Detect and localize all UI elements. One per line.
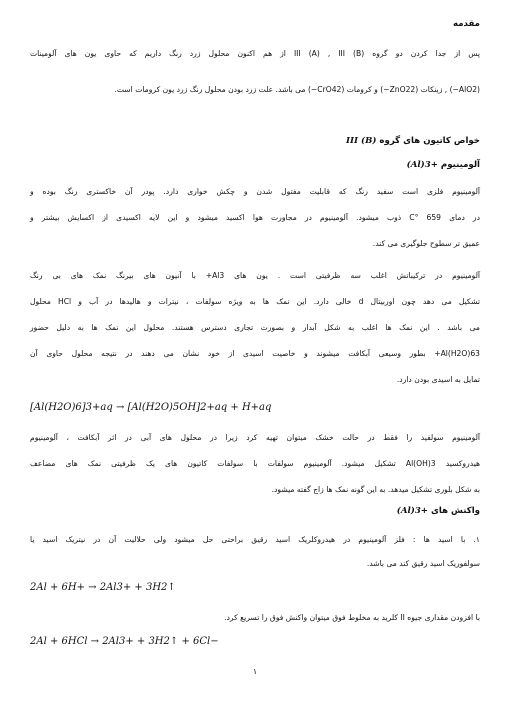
equation-acid-reaction: 2Al + 6H+ → 2Al3+ + 3H2↑	[30, 582, 176, 593]
paragraph-line: به شکل بلوری تشکیل میدهد. به این گونه نمک ها زاج گفته میشود.	[271, 485, 480, 494]
paragraph-line: سولفوریک اسید رقیق کند می باشد.	[366, 559, 480, 568]
paragraph-line: آلومینیوم در ترکیباتش اغلب سه ظرفیتی است . یون های Al3+ با آنیون های بیرنگ نمک های بی رنگ	[30, 271, 480, 280]
section-heading-aluminum	[30, 160, 480, 171]
intro-heading: مقدمه	[452, 19, 480, 29]
paragraph-line: تمایل به اسیدی بودن دارد.	[396, 375, 480, 384]
intro-paragraph-line: پس از جدا کردن دو گروه III (A) , III (B) از هم اکنون محلول زرد رنگ داریم که حاوی یون های آلومینات	[30, 49, 481, 58]
group-label: III (B)	[345, 136, 377, 146]
ion-symbol: (Al)3+	[396, 506, 428, 516]
paragraph-line: آلومینیوم فلزی است سفید رنگ که قابلیت مفتول شدن و چکش خواری دارد. پودر آن خاکستری رنگ بوده و	[30, 187, 480, 196]
paragraph-line: تشکیل می دهد چون اوربیتال d خالی دارد. این نمک ها به ویژه سولفات ، نیترات و هالیدها در آب و HCl محلول	[30, 297, 480, 306]
paragraph-line: هیدروکسید Al(OH)3 تشکیل میشود. آلومینیوم سولفات با سولفات کاتیون های یک ظرفیتی نمک های مضاعف	[30, 459, 480, 468]
section-heading-reactions	[30, 506, 480, 517]
paragraph-line: آلومینیوم سولفید را فقط در حالت خشک میتوان تهیه کرد زیرا در محلول های آبی در اثر آبکافت ، آلومینیوم	[30, 433, 480, 442]
intro-paragraph-line: (AlO2−) , زینکات (ZnO22−) و کرومات (CrO42−) می باشد. علت زرد بودن محلول رنگ زرد یون کرومات است.	[114, 85, 480, 94]
paragraph-line: عمیق تر سطوح جلوگیری می کند.	[372, 239, 480, 248]
paragraph-line: می باشد . این نمک ها اغلب به شکل آبدار و بصورت تجاری دسترس هستند. محلول این نمک ها به دلیل حضور	[30, 323, 480, 332]
section-heading-text: آلومینیوم	[440, 160, 480, 170]
section-heading-text: خواص کاتیون های گروه	[379, 136, 480, 146]
paragraph-line: در دمای 659 °C ذوب میشود. آلومینیوم در مجاورت هوا اکسید میشود و این لایه اکسیدی از اکسایش بیشتر و	[30, 213, 480, 222]
equation-hcl-reaction: 2Al + 6HCl → 2Al3+ + 3H2↑ + 6Cl−	[30, 636, 219, 647]
page-number: ١	[252, 667, 258, 676]
section-heading-text: واکنش های	[431, 506, 480, 516]
paragraph-line: با افزودن مقداری جیوه II کلرید به مخلوط فوق میتوان واکنش فوق را تسریع کرد.	[224, 613, 480, 622]
paragraph-line: Al(H2O)63+ بطور وسیعی آبکافت میشوند و خاصیت اسیدی از خود نشان می دهند در نتیجه محلول حاوی آن	[30, 349, 480, 358]
paragraph-line: ۱. با اسید ها : فلز آلومینیوم در هیدروکلریک اسید رقیق براحتی حل میشود ولی حلالیت آن در نیتریک اسید یا	[30, 535, 480, 544]
equation-hydrolysis: [Al(H2O)6]3+aq → [Al(H2O)5OH]2+aq + H+aq	[30, 402, 272, 413]
section-heading-group	[30, 136, 480, 147]
ion-symbol: (Al)3+	[406, 160, 438, 170]
